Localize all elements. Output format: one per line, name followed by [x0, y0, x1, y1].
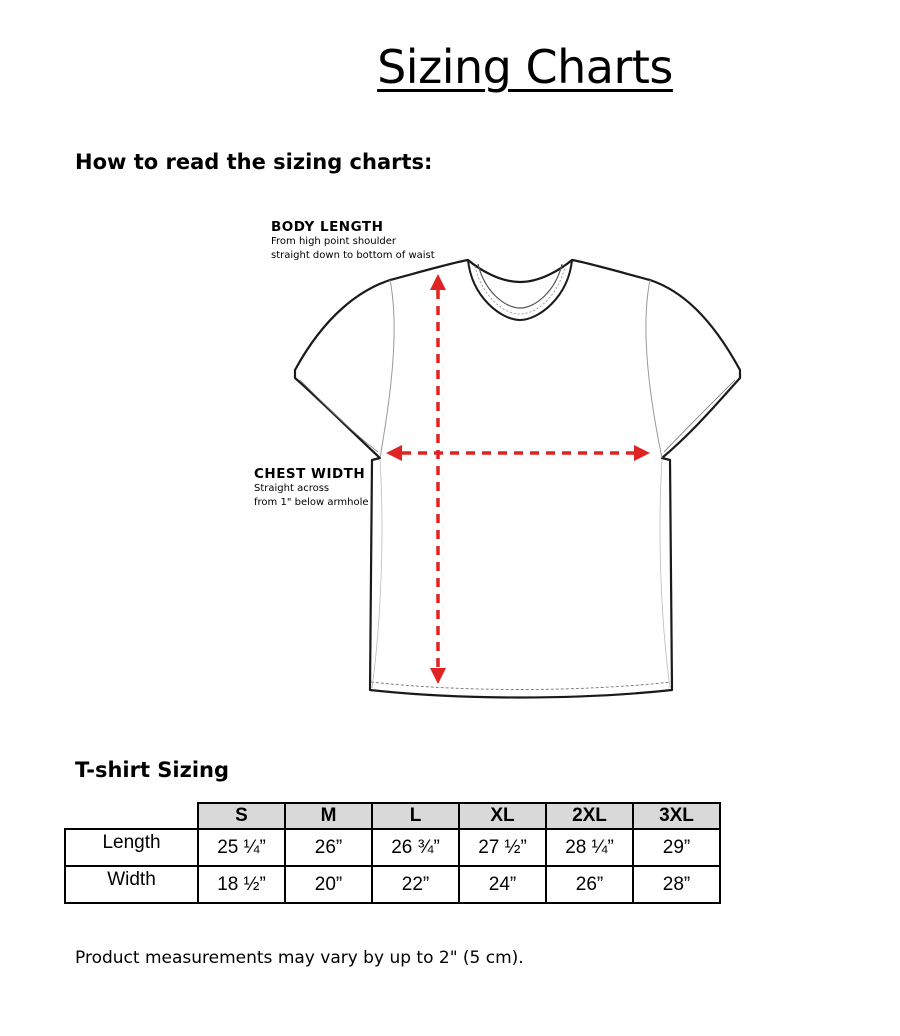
how-to-heading: How to read the sizing charts: — [75, 150, 433, 174]
row-label: Width — [65, 866, 198, 903]
table-cell: 26” — [546, 866, 633, 903]
body-length-title: BODY LENGTH — [271, 219, 384, 235]
chest-width-desc-1: Straight across — [254, 483, 330, 494]
size-col-header: 2XL — [546, 803, 633, 829]
body-length-desc-2: straight down to bottom of waist — [271, 250, 435, 261]
sizing-table — [64, 802, 721, 904]
body-length-label — [271, 219, 435, 263]
table-cell: 20” — [285, 866, 372, 903]
chest-width-label — [254, 466, 369, 510]
size-col-header: M — [285, 803, 372, 829]
chest-width-title: CHEST WIDTH — [254, 466, 366, 482]
table-cell: 28” — [633, 866, 720, 903]
table-cell: 27 ½” — [459, 829, 546, 866]
table-corner — [65, 803, 198, 829]
table-cell: 18 ½” — [198, 866, 285, 903]
measurement-note: Product measurements may vary by up to 2" (5 cm). — [75, 948, 524, 968]
size-col-header: L — [372, 803, 459, 829]
table-cell: 26 ¾” — [372, 829, 459, 866]
size-col-header: S — [198, 803, 285, 829]
chest-width-desc-2: from 1" below armhole — [254, 497, 369, 508]
table-row — [65, 866, 720, 903]
page-title: Sizing Charts — [377, 40, 673, 94]
row-label: Length — [65, 829, 198, 866]
tshirt-sizing-heading: T-shirt Sizing — [75, 758, 230, 782]
tshirt-illustration — [240, 210, 760, 710]
table-row — [65, 829, 720, 866]
tshirt-diagram — [240, 210, 760, 710]
sizing-header-row — [65, 803, 720, 829]
table-cell: 26” — [285, 829, 372, 866]
table-cell: 24” — [459, 866, 546, 903]
table-cell: 25 ¼” — [198, 829, 285, 866]
table-cell: 28 ¼” — [546, 829, 633, 866]
size-col-header: XL — [459, 803, 546, 829]
table-cell: 22” — [372, 866, 459, 903]
table-cell: 29” — [633, 829, 720, 866]
size-col-header: 3XL — [633, 803, 720, 829]
body-length-desc-1: From high point shoulder — [271, 236, 397, 247]
